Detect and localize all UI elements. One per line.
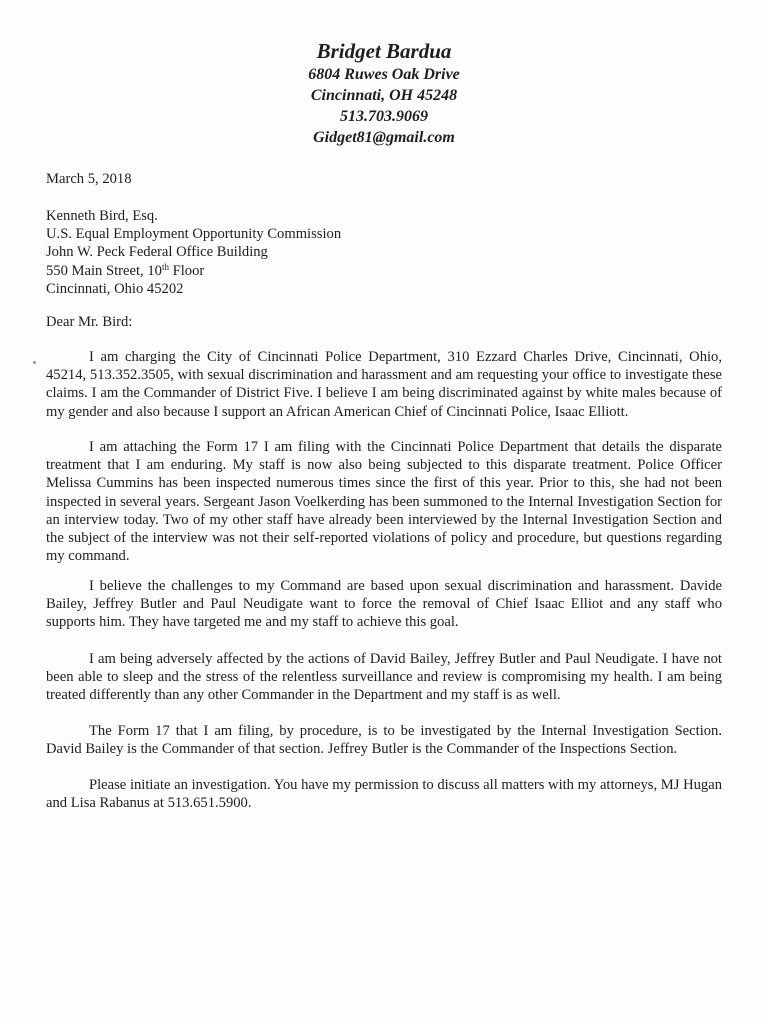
body-paragraph: I am being adversely affected by the actions of David Bailey, Jeffrey Butler and Paul Neudigate. I have not been able to sleep and the stress of the relentless surveillance and review is compromising my health. I am being treated differently than any other Commander in the Department and my staff is as well.: [46, 651, 722, 704]
recipient-street-sup: th: [161, 261, 169, 272]
body-paragraph: Please initiate an investigation. You have my permission to discuss all matters with my attorneys, MJ Hugan and Lisa Rabanus at 513.651.5900.: [46, 777, 722, 812]
recipient-street: [46, 262, 726, 280]
sender-city: Cincinnati, OH 45248: [310, 87, 458, 104]
recipient-address: [46, 207, 726, 298]
recipient-name: Kenneth Bird, Esq.: [46, 208, 158, 224]
recipient-building: John W. Peck Federal Office Building: [46, 244, 268, 261]
recipient-org: U.S. Equal Employment Opportunity Commission: [46, 226, 342, 243]
salutation: Dear Mr. Bird:: [46, 314, 133, 330]
letterhead: [0, 38, 768, 148]
body-paragraph: I am charging the City of Cincinnati Police Department, 310 Ezzard Charles Drive, Cincinnati, Ohio, 45214, 513.352.3505, with sexual discrimination and harassment and am requesting your office to investigate these claims. I am the Commander of District Five. I believe I am being discriminated against by white males because of my gender and also because I support an African American Chief of Cincinnati Police, Isaac Elliott.: [46, 349, 722, 420]
recipient-street-prefix: 550 Main Street, 10: [46, 262, 162, 279]
letter-date: March 5, 2018: [46, 171, 132, 187]
recipient-street-suffix: Floor: [168, 262, 205, 279]
body-paragraph: I am attaching the Form 17 I am filing with the Cincinnati Police Department that details the disparate treatment that I am enduring. My staff is now also being subjected to this disparate treatment. Police Officer Melissa Cummins has been inspected numerous times since the first of this year. Prior to this, she had not been inspected in several years. Sergeant Jason Voelkerding has been summoned to the Internal Investigation Section for an interview today. Two of my other staff have already been interviewed by the Internal Investigation Section and the subject of the interview was not their self-reported violations of policy and procedure, but questions regarding my command.: [46, 439, 722, 565]
body-paragraph: The Form 17 that I am filing, by procedure, is to be investigated by the Internal Investigation Section. David Bailey is the Commander of that section. Jeffrey Butler is the Commander of the Inspections Section.: [46, 723, 722, 758]
sender-name: Bridget Bardua: [316, 39, 452, 63]
sender-phone: 513.703.9069: [340, 108, 428, 125]
body-paragraph: I believe the challenges to my Command are based upon sexual discrimination and harassment. Davide Bailey, Jeffrey Butler and Paul Neudigate want to force the removal of Chief Isaac Elliot and any staff who supports him. They have targeted me and my staff to achieve this goal.: [46, 578, 722, 631]
sender-street: 6804 Ruwes Oak Drive: [308, 66, 460, 83]
scan-speck: [33, 361, 36, 364]
sender-email: Gidget81@gmail.com: [313, 129, 455, 146]
recipient-city: Cincinnati, Ohio 45202: [46, 280, 184, 297]
